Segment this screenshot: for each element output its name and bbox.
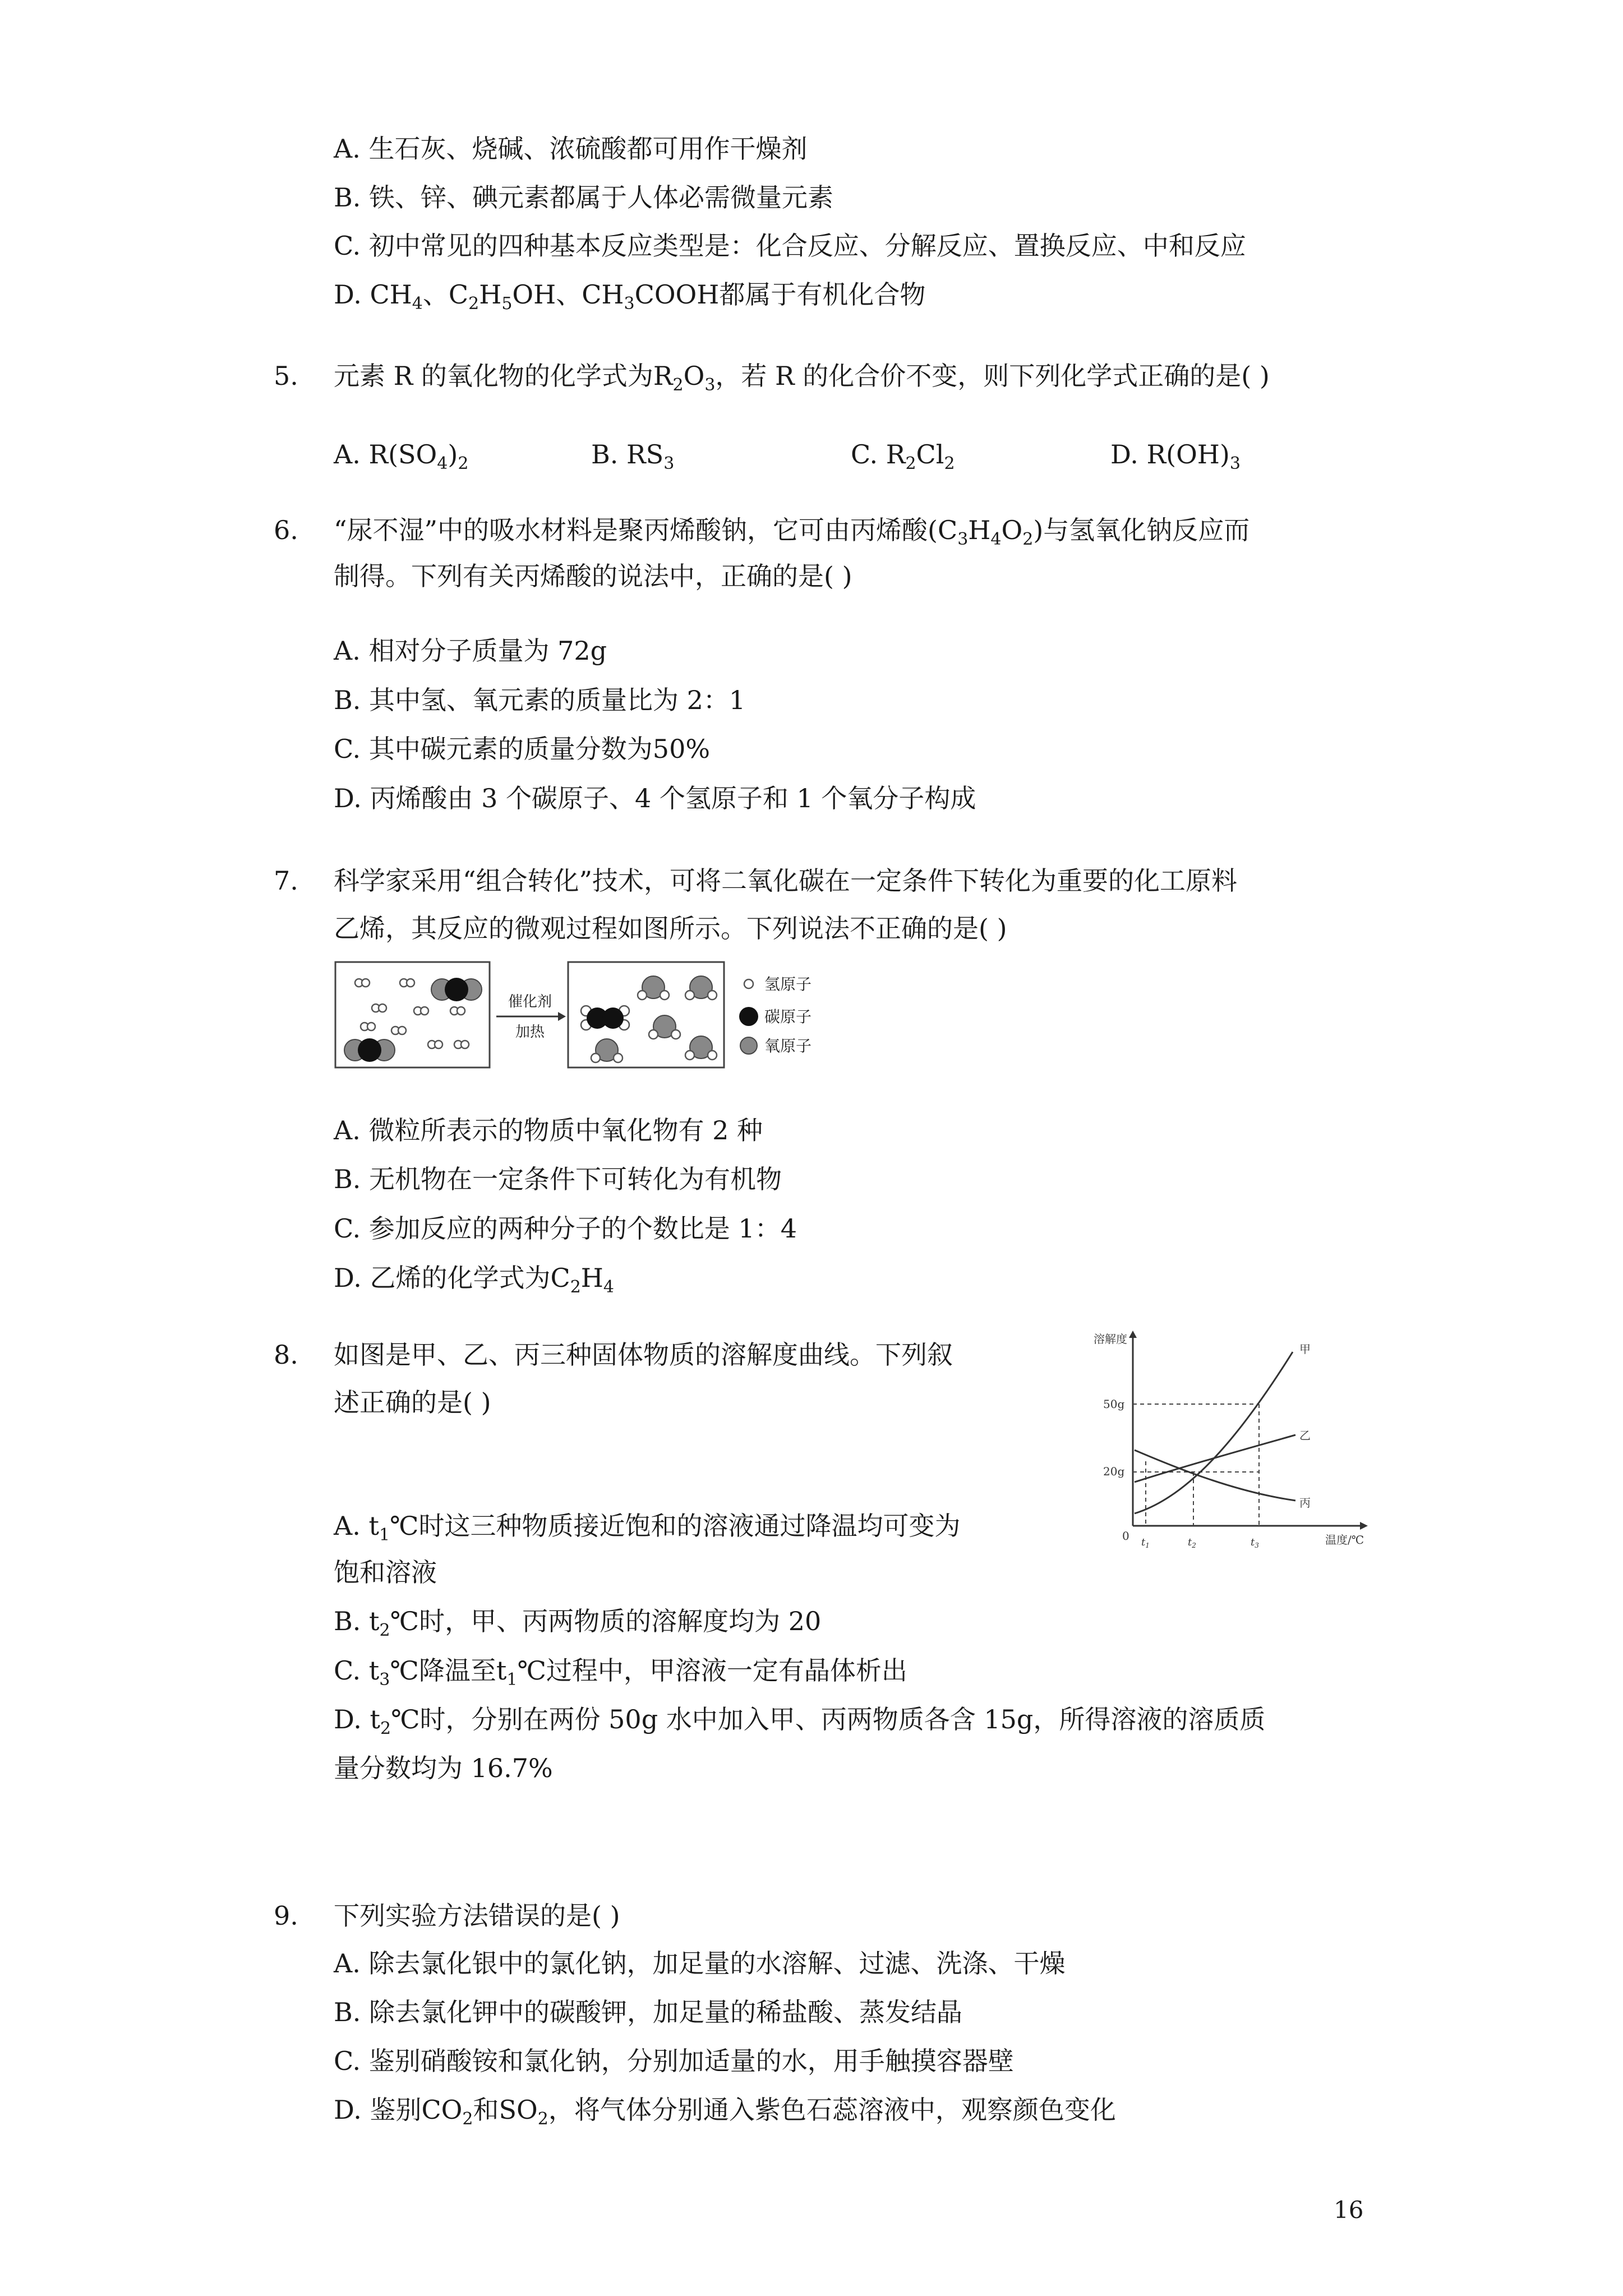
- q4-option-a: A. 生石灰、烧碱、浓硫酸都可用作干燥剂: [334, 134, 808, 164]
- q8-number: 8.: [274, 1340, 298, 1370]
- q8-option-a-line1: A. $t_1℃$时这三种物质接近饱和的溶液通过降温均可变为: [334, 1511, 961, 1545]
- q7-stem-line1: 科学家采用“组合转化”技术，可将二氧化碳在一定条件下转化为重要的化工原料: [334, 866, 1238, 896]
- x-axis-label: 温度/℃: [1325, 1533, 1364, 1547]
- y-tick-20g: 20g: [1103, 1465, 1125, 1478]
- reaction-diagram: [334, 960, 872, 1070]
- q5-option-d: D. $R(OH)_3$: [1110, 439, 1241, 473]
- q6-stem-line1: “尿不湿”中的吸水材料是聚丙烯酸钠，它可由丙烯酸$(C_3H_4O_2)$与氢氧化钠反应而: [334, 515, 1250, 549]
- q6-stem-line2: 制得。下列有关丙烯酸的说法中，正确的是( ): [334, 561, 852, 591]
- series-label-yi: 乙: [1299, 1429, 1311, 1442]
- x-tick-t2: $t_2$: [1188, 1536, 1196, 1549]
- origin-label: 0: [1122, 1529, 1129, 1543]
- q9-stem: 下列实验方法错误的是( ): [334, 1901, 620, 1931]
- q9-option-a: A. 除去氯化银中的氯化钠，加足量的水溶解、过滤、洗涤、干燥: [334, 1948, 1066, 1978]
- q8-stem-line2: 述正确的是( ): [334, 1387, 491, 1418]
- solubility-curve-chart: [1091, 1329, 1377, 1554]
- catalyst-label: 催化剂: [508, 993, 552, 1010]
- y-tick-50g: 50g: [1103, 1397, 1125, 1411]
- series-label-bing: 丙: [1299, 1496, 1311, 1510]
- q5-option-a: A. $R(SO_4)_2$: [334, 439, 469, 473]
- q4-option-b: B. 铁、锌、碘元素都属于人体必需微量元素: [334, 182, 834, 213]
- q5-option-b: B. $RS_3$: [591, 439, 675, 473]
- page-number: 16: [1334, 2196, 1364, 2224]
- q5-option-c: C. $R_2Cl_2$: [851, 439, 955, 473]
- q8-option-d-line1: D. $t_2℃$时，分别在两份 50g 水中加入甲、丙两物质各含 15g，所得溶液的溶质质: [334, 1704, 1266, 1738]
- q6-option-b: B. 其中氢、氧元素的质量比为 2：1: [334, 685, 746, 715]
- q6-number: 6.: [274, 515, 298, 545]
- q6-option-d: D. 丙烯酸由 3 个碳原子、4 个氢原子和 1 个氧分子构成: [334, 783, 976, 813]
- q7-option-a: A. 微粒所表示的物质中氧化物有 2 种: [334, 1115, 763, 1145]
- q7-number: 7.: [274, 866, 298, 896]
- x-tick-t3: $t_3$: [1251, 1536, 1259, 1549]
- q8-option-a-line2: 饱和溶液: [334, 1557, 437, 1588]
- legend-carbon: 碳原子: [764, 1007, 812, 1026]
- q5-stem: 元素 R 的氧化物的化学式为$R_2O_3$，若 R 的化合价不变，则下列化学式正确的是( ): [334, 361, 1270, 395]
- q9-option-c: C. 鉴别硝酸铵和氯化钠，分别加适量的水，用手触摸容器壁: [334, 2046, 1014, 2076]
- q4-option-c: C. 初中常见的四种基本反应类型是：化合反应、分解反应、置换反应、中和反应: [334, 231, 1246, 261]
- q7-option-b: B. 无机物在一定条件下可转化为有机物: [334, 1164, 782, 1194]
- q9-option-d: D. 鉴别$CO_2$和$SO_2$，将气体分别通入紫色石蕊溶液中，观察颜色变化: [334, 2095, 1116, 2129]
- y-axis-label: 溶解度: [1094, 1332, 1127, 1346]
- q9-number: 9.: [274, 1901, 298, 1931]
- q8-option-b: B. $t_2℃$时，甲、丙两物质的溶解度均为 20: [334, 1606, 822, 1640]
- q8-option-c: C. $t_3℃$降温至$t_1℃$过程中，甲溶液一定有晶体析出: [334, 1655, 907, 1690]
- q7-option-d: D. 乙烯的化学式为$C_2H_4$: [334, 1263, 614, 1297]
- x-tick-t1: $t_1$: [1141, 1536, 1150, 1549]
- q7-option-c: C. 参加反应的两种分子的个数比是 1：4: [334, 1213, 797, 1244]
- q5-number: 5.: [274, 361, 298, 391]
- q7-stem-line2: 乙烯，其反应的微观过程如图所示。下列说法不正确的是( ): [334, 913, 1007, 944]
- q8-option-d-line2: 量分数均为 16.7%: [334, 1753, 553, 1783]
- series-label-jia: 甲: [1299, 1342, 1311, 1356]
- q8-stem-line1: 如图是甲、乙、丙三种固体物质的溶解度曲线。下列叙: [334, 1340, 953, 1370]
- curve-yi: [1135, 1435, 1295, 1482]
- q9-option-b: B. 除去氯化钾中的碳酸钾，加足量的稀盐酸、蒸发结晶: [334, 1997, 963, 2027]
- q4-option-d: D. $CH_4$、$C_2H_5OH$、$CH_3COOH$都属于有机化合物: [334, 279, 926, 314]
- q6-option-c: C. 其中碳元素的质量分数为50%: [334, 734, 711, 764]
- legend-hydrogen: 氢原子: [764, 975, 812, 993]
- legend-oxygen: 氧原子: [764, 1037, 812, 1055]
- curve-jia: [1135, 1352, 1293, 1513]
- heating-label: 加热: [515, 1024, 545, 1041]
- q6-option-a: A. 相对分子质量为 72g: [334, 636, 607, 666]
